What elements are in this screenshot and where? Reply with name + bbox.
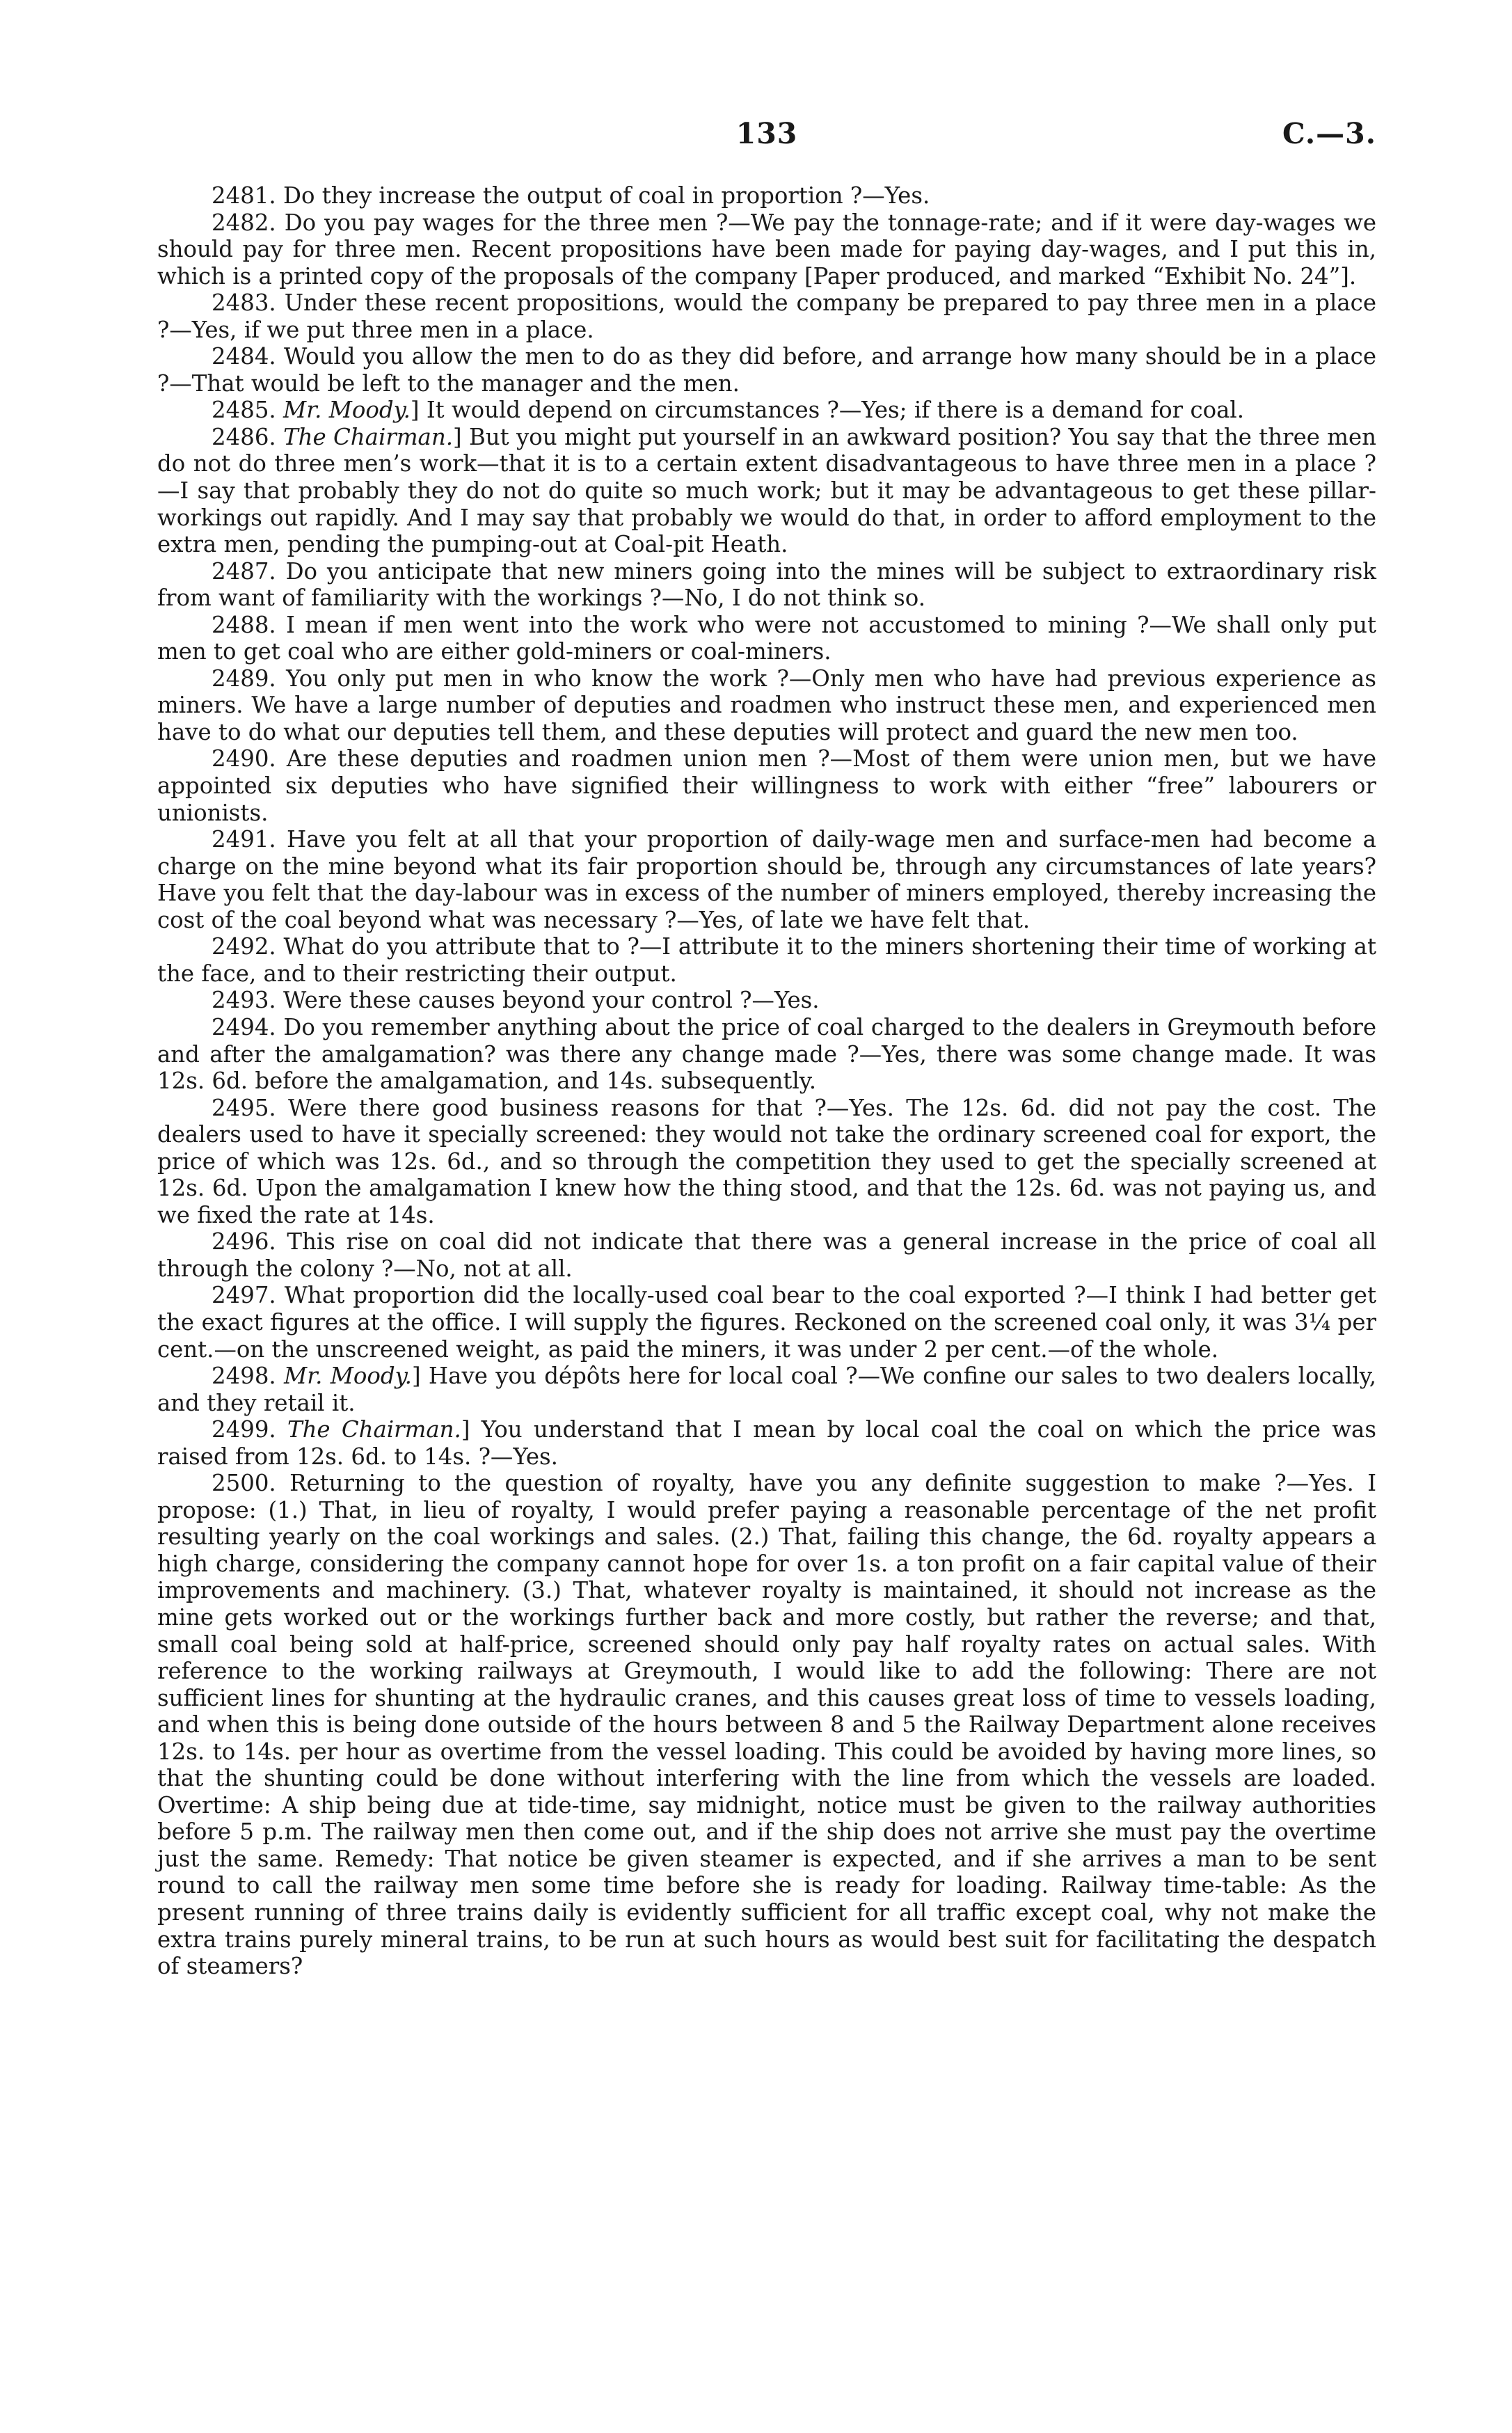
question-2491: 2491. Have you felt at all that your proportion of daily-wage men and surface-men had become a charge on the mine beyond what its fair proportion should be, through any circumstances of late years? Have you felt that the day-labour was in excess of the number of miners employed, thereby increasing the cost of the coal beyond what was necessary ?—Yes, of late we have felt that. (157, 826, 1376, 933)
question-2498: 2498. Mr. Moody.] Have you dépôts here for local coal ?—We confine our sales to two dealers locally, and they retail it. (157, 1363, 1376, 1416)
page-number: 133 (735, 117, 798, 150)
question-2495: 2495. Were there good business reasons for that ?—Yes. The 12s. 6d. did not pay the cost. The dealers used to have it specially screened: they would not take the ordinary screened coal for export, the price of which was 12s. 6d., and so through the competition they used to get the specially screened at 12s. 6d. Upon the amalgamation I knew how the thing stood, and that the 12s. 6d. was not paying us, and we fixed the rate at 14s. (157, 1094, 1376, 1228)
question-2486: 2486. The Chairman.] But you might put yourself in an awkward position? You say that the three men do not do three men’s work—that it is to a certain extent disadvantageous to have three men in a place ?—I say that probably they do not do quite so much work; but it may be advantageous to get these pillar-workings out rapidly. And I may say that probably we would do that, in order to afford employment to the extra men, pending the pumping-out at Coal-pit Heath. (157, 423, 1376, 558)
document-reference: C.—3. (1282, 117, 1376, 150)
question-2493: 2493. Were these causes beyond your control ?—Yes. (212, 987, 820, 1014)
speaker-name: The Chairman. (287, 1416, 461, 1443)
question-2499: 2499. The Chairman.] You understand that I mean by local coal the coal on which the price was raised from 12s. 6d. to 14s. ?—Yes. (157, 1416, 1376, 1470)
question-2483: 2483. Under these recent propositions, would the company be prepared to pay three men in a place ?—Yes, if we put three men in a place. (157, 290, 1376, 343)
question-2488: 2488. I mean if men went into the work who were not accustomed to mining ?—We shall only put men to get coal who are either gold-miners or coal-miners. (157, 611, 1376, 665)
question-2481: 2481. Do they increase the output of coal in proportion ?—Yes. (212, 182, 930, 209)
question-2485: 2485. Mr. Moody.] It would depend on circumstances ?—Yes; if there is a demand for coal. (212, 397, 1245, 424)
question-2492: 2492. What do you attribute that to ?—I attribute it to the miners shortening their time of working at the face, and to their restricting their output. (157, 933, 1376, 987)
testimony-body (157, 182, 1376, 1980)
page-header (157, 117, 1376, 159)
speaker-name: The Chairman. (283, 423, 454, 450)
question-2482: 2482. Do you pay wages for the three men ?—We pay the tonnage-rate; and if it were day-wages we should pay for three men. Recent propositions have been made for paying day-wages, and I put this in, which is a printed copy of the proposals of the company [Paper produced, and marked “Exhibit No. 24”]. (157, 209, 1376, 290)
question-2484: 2484. Would you allow the men to do as they did before, and arrange how many should be in a place ?—That would be left to the manager and the men. (157, 343, 1376, 397)
question-2497: 2497. What proportion did the locally-used coal bear to the coal exported ?—I think I had better get the exact figures at the office. I will supply the figures. Reckoned on the screened coal only, it was 3¼ per cent.—on the unscreened weight, as paid the miners, it was under 2 per cent.—of the whole. (157, 1282, 1376, 1363)
speaker-name: Mr. Moody. (283, 397, 411, 424)
speaker-name: Mr. Moody. (284, 1363, 412, 1390)
question-2487: 2487. Do you anticipate that new miners going into the mines will be subject to extraordinary risk from want of familiarity with the workings ?—No, I do not think so. (157, 557, 1376, 612)
question-2494: 2494. Do you remember anything about the price of coal charged to the dealers in Greymouth before and after the amalgamation? was there any change made ?—Yes, there was some change made. It was 12s. 6d. before the amalgamation, and 14s. subsequently. (157, 1013, 1376, 1095)
question-2490: 2490. Are these deputies and roadmen union men ?—Most of them were union men, but we have appointed six deputies who have signified their willingness to work with either “free” labourers or unionists. (157, 745, 1376, 826)
question-2489: 2489. You only put men in who know the work ?—Only men who have had previous experience as miners. We have a large number of deputies and roadmen who instruct these men, and experienced men have to do what our deputies tell them, and these deputies will protect and guard the new men too. (157, 665, 1376, 745)
question-2500: 2500. Returning to the question of royalty, have you any definite suggestion to make ?—Yes. I propose: (1.) That, in lieu of royalty, I would prefer paying a reasonable percentage of the net profit resulting yearly on the coal workings and sales. (2.) That, failing this change, the 6d. royalty appears a high charge, considering the company cannot hope for over 1s. a ton profit on a fair capital value of their improvements and machinery. (3.) That, whatever royalty is maintained, it should not increase as the mine gets worked out or the workings further back and more costly, but rather the reverse; and that, small coal being sold at half-price, screened should only pay half royalty rates on actual sales. With reference to the working railways at Greymouth, I would like to add the following: There are not sufficient lines for shunting at the hydraulic cranes, and this causes great loss of time to vessels loading, and when this is being done outside of the hours between 8 and 5 the Railway Department alone receives 12s. to 14s. per hour as overtime from the vessel loading. This could be avoided by having more lines, so that the shunting could be done without interfering with the line from which the vessels are loaded. Overtime: A ship being due at tide-time, say midnight, notice must be given to the railway authorities before 5 p.m. The railway men then come out, and if the ship does not arrive she must pay the overtime just the same. Remedy: That notice be given steamer is expected, and if she arrives a man to be sent round to call the railway men some time before she is ready for loading. Railway time-table: As the present running of three trains daily is evidently sufficient for all traffic except coal, why not make the extra trains purely mineral trains, to be run at such hours as would best suit for facilitating the despatch of steamers? (157, 1470, 1376, 1980)
question-2496: 2496. This rise on coal did not indicate that there was a general increase in the price of coal all through the colony ?—No, not at all. (157, 1228, 1376, 1282)
